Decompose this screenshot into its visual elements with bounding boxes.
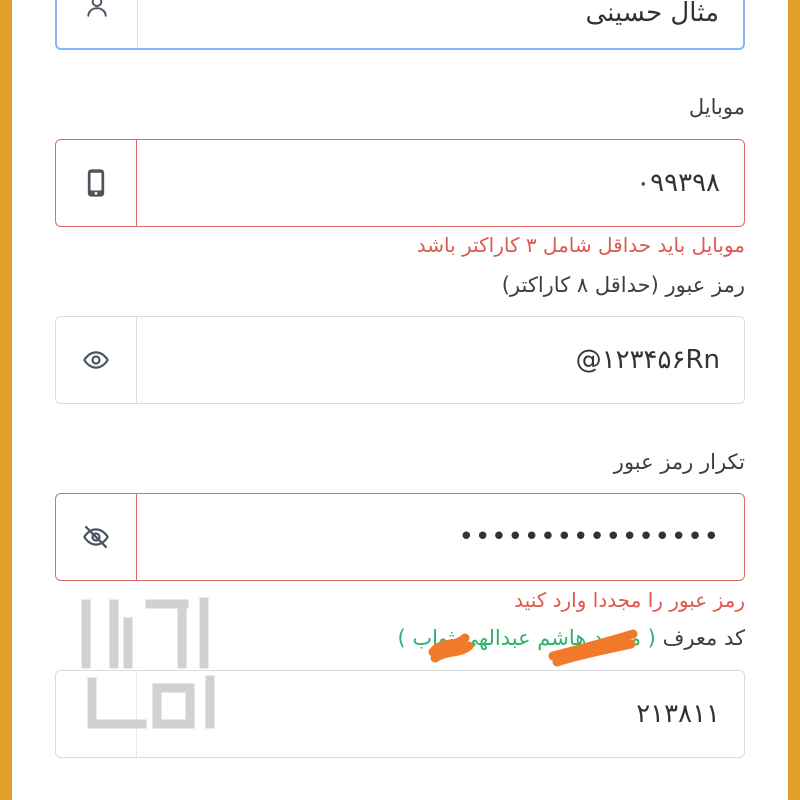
password-confirm-field[interactable] <box>55 493 745 581</box>
mobile-icon-cell <box>56 140 137 226</box>
mobile-phone-icon <box>85 168 107 198</box>
password-confirm-visibility-toggle[interactable] <box>56 494 137 580</box>
referrer-name: ( محمد هاشم عبدالهی ثواب ) <box>397 626 656 650</box>
name-field[interactable] <box>55 0 745 50</box>
name-input[interactable] <box>138 0 743 48</box>
password-label: رمز عبور (حداقل ۸ کاراکتر) <box>501 273 745 297</box>
password-confirm-input[interactable] <box>137 494 744 580</box>
password-input[interactable] <box>137 317 744 403</box>
redaction-scribble <box>425 622 645 668</box>
watermark-logo <box>72 592 232 742</box>
referral-label: کد معرف <box>662 626 745 650</box>
password-field[interactable] <box>55 316 745 404</box>
password-confirm-error: رمز عبور را مجددا وارد کنید <box>514 588 745 612</box>
mobile-label: موبایل <box>688 95 745 119</box>
mobile-field[interactable] <box>55 139 745 227</box>
password-visibility-toggle[interactable] <box>56 317 137 403</box>
mobile-input[interactable] <box>137 140 744 226</box>
eye-slash-icon <box>82 523 110 551</box>
user-icon-cell <box>57 0 138 48</box>
mobile-error: موبایل باید حداقل شامل ۳ کاراکتر باشد <box>416 233 745 257</box>
eye-icon <box>82 346 110 374</box>
user-icon <box>84 0 110 19</box>
password-confirm-label: تکرار رمز عبور <box>613 450 745 474</box>
